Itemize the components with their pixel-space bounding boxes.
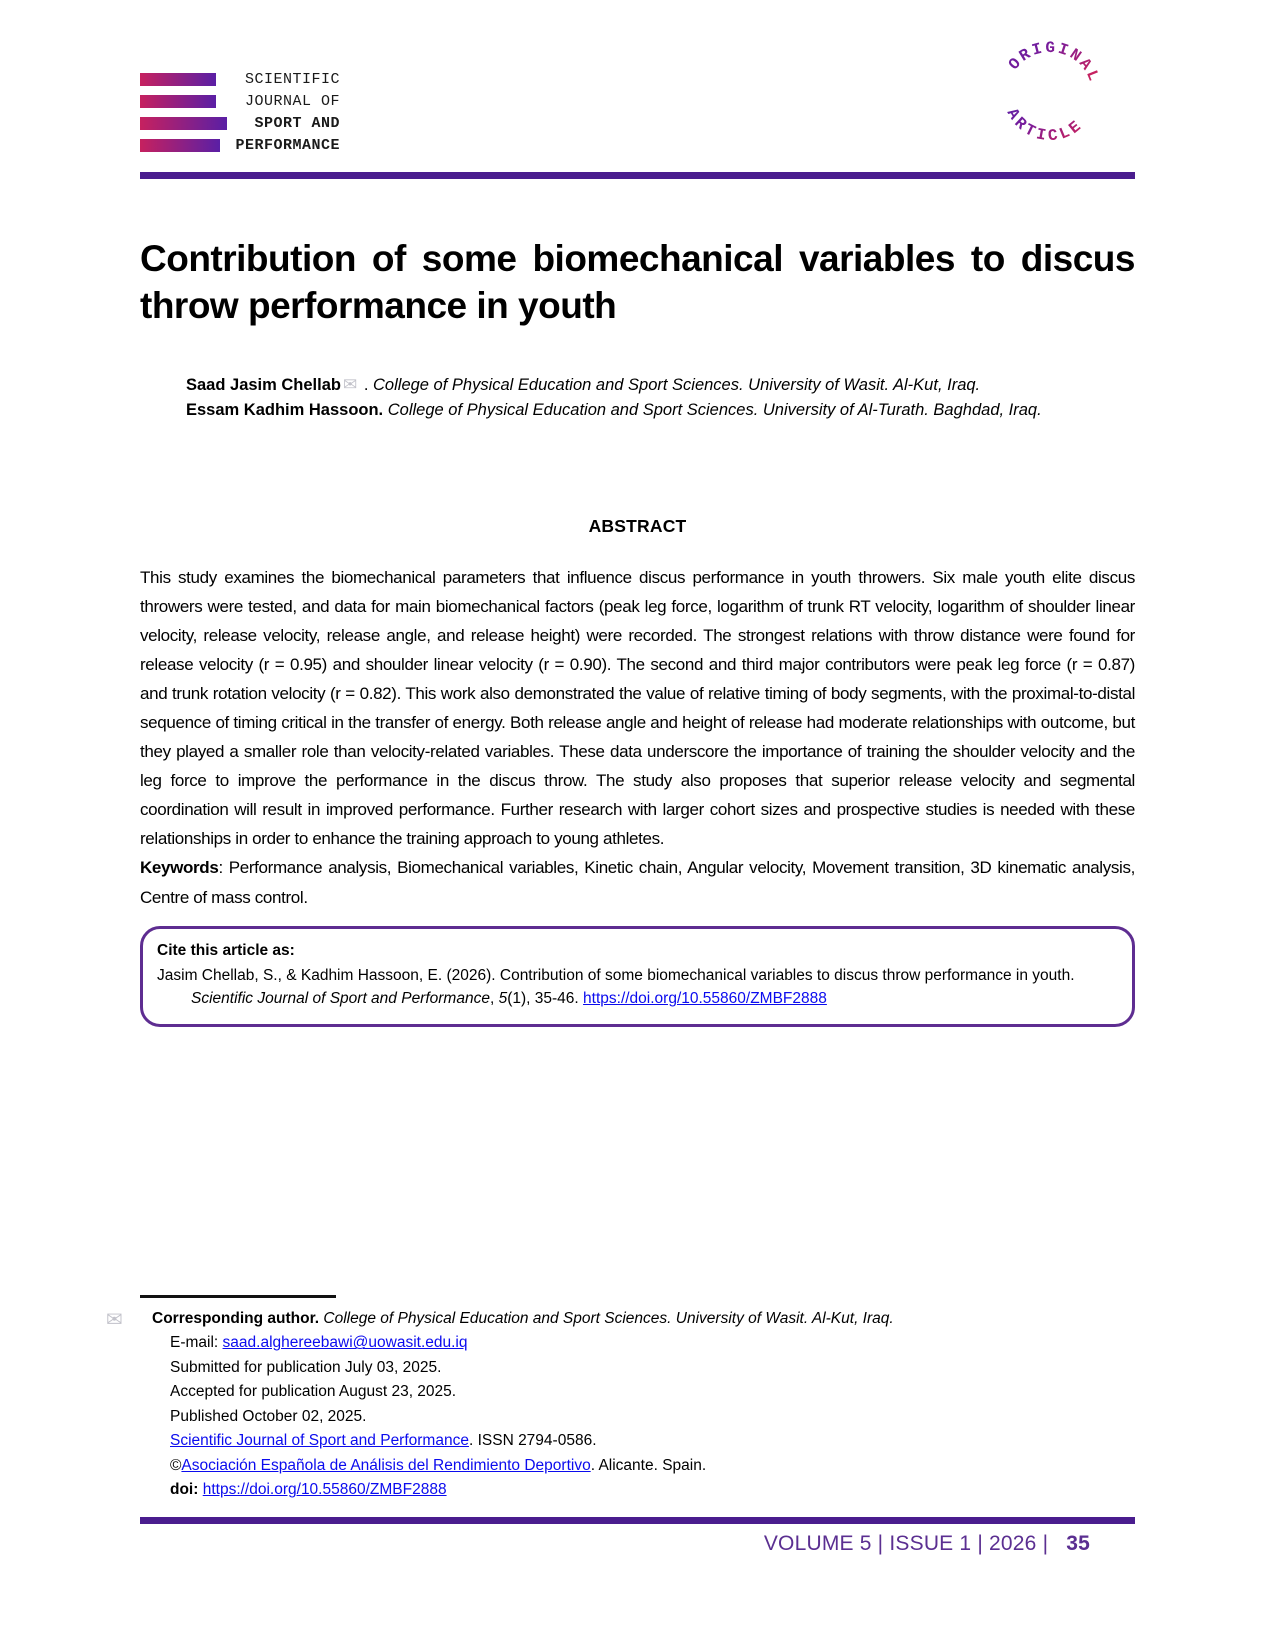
accepted-line: Accepted for publication August 23, 2025. (170, 1383, 457, 1401)
corresponding-author-line (152, 1307, 1135, 1331)
citation-heading: Cite this article as: (157, 941, 295, 959)
journal-logo (140, 48, 340, 160)
submitted-line: Submitted for publication July 03, 2025. (170, 1358, 442, 1376)
keywords-text: : Performance analysis, Biomechanical variables, Kinetic chain, Angular velocity, Movement transition, 3D kinematic analysis, Centre of mass control. (140, 858, 1135, 907)
doi-label: doi: (170, 1481, 203, 1499)
logo-text-line: PERFORMANCE (235, 136, 340, 154)
citation-journal-name: Scientific Journal of Sport and Performance (191, 990, 490, 1008)
journal-link[interactable]: Scientific Journal of Sport and Performance (170, 1432, 469, 1450)
author-name: Saad Jasim Chellab (186, 375, 341, 394)
author-line (186, 372, 1135, 399)
citation-doi-link[interactable]: https://doi.org/10.55860/ZMBF2888 (583, 990, 827, 1008)
svg-text:ARTICLE (999, 103, 1089, 152)
footnote-lines (170, 1331, 1135, 1502)
page-number: 35 (1066, 1532, 1090, 1555)
volume-issue-line (140, 1532, 1135, 1556)
logo-bar (140, 139, 220, 152)
original-article-badge (980, 24, 1119, 163)
page-footer (140, 1517, 1135, 1556)
association-link[interactable]: Asociación Española de Análisis del Rendimiento Deportivo (181, 1456, 591, 1474)
journal-issn-line (170, 1429, 1135, 1453)
logo-text-line: SPORT AND (254, 114, 340, 132)
logo-bar (140, 73, 216, 86)
logo-bar (140, 117, 227, 130)
logo-text-line: SCIENTIFIC (244, 70, 340, 88)
email-label: E-mail: (170, 1334, 223, 1352)
svg-text:ORIGINAL (1003, 31, 1108, 88)
logo-row (140, 72, 340, 86)
envelope-icon: ✉ (106, 1309, 123, 1331)
logo-bar (140, 95, 216, 108)
footnote-separator-rule (140, 1295, 336, 1298)
header-divider-rule (140, 172, 1135, 179)
page-header (140, 0, 1135, 160)
author-affiliation: College of Physical Education and Sport Sciences. University of Wasit. Al-Kut, Iraq. (373, 375, 981, 394)
author-name: Essam Kadhim Hassoon. (186, 401, 384, 420)
logo-row (140, 116, 340, 130)
corresponding-author-label: Corresponding author. (152, 1310, 324, 1327)
author-line (186, 398, 1135, 424)
published-line: Published October 02, 2025. (170, 1407, 367, 1425)
logo-text-line: JOURNAL OF (244, 92, 340, 110)
abstract-body: This study examines the biomechanical parameters that influence discus performance in youth throwers. Six male youth elite discus throwers were tested, and data for main biomechanical factors (peak leg force, logarithm of trunk RT velocity, logarithm of shoulder linear velocity, release velocity, release angle, and release height) were recorded. The strongest relations with throw distance were found for release velocity (r = 0.95) and shoulder linear velocity (r = 0.90). The second and third major contributors were peak leg force (r = 0.87) and trunk rotation velocity (r = 0.82). This work also demonstrated the value of relative timing of body segments, with the proximal-to-distal sequence of timing critical in the transfer of energy. Both release angle and height of release had moderate relationships with outcome, but they played a smaller role than velocity-related variables. These data underscore the importance of training the shoulder velocity and the leg force to improve the performance in the discus throw. The study also proposes that superior release velocity and segmental coordination will result in improved performance. Further research with larger cohort sizes and prospective studies is needed with these relationships in order to enhance the training approach to young athletes. (140, 567, 1135, 849)
author-affiliation: College of Physical Education and Sport Sciences. University of Al-Turath. Baghdad, Iraq. (387, 401, 1042, 420)
author-separator: . (359, 375, 374, 394)
footnote-section (106, 1295, 1135, 1503)
citation-volume: 5 (498, 990, 508, 1008)
author-list (186, 372, 1135, 424)
corresponding-author-affiliation: College of Physical Education and Sport Sciences. University of Wasit. Al-Kut, Iraq. (323, 1310, 894, 1327)
keywords-line (140, 853, 1135, 911)
association-text: . Alicante. Spain. (590, 1456, 707, 1474)
citation-box (140, 926, 1135, 1028)
association-line (170, 1454, 1135, 1478)
citation-issue-pages: (1), 35-46. (507, 990, 584, 1008)
email-link[interactable]: saad.alghereebawi@uowasit.edu.iq (222, 1334, 468, 1352)
badge-top-text: ORIGINAL (1005, 38, 1104, 86)
doi-line (170, 1478, 1135, 1502)
citation-after-journal: , (489, 990, 499, 1008)
citation-text (157, 964, 1116, 1011)
copyright-symbol: © (170, 1456, 182, 1474)
logo-row (140, 138, 340, 152)
email-line (170, 1331, 1135, 1355)
badge-bottom-text: ARTICLE (1002, 105, 1088, 146)
envelope-icon: ✉ (343, 374, 358, 394)
footnote-block (106, 1307, 1135, 1503)
keywords-label: Keywords (140, 858, 219, 878)
issn-text: . ISSN 2794-0586. (468, 1432, 597, 1450)
citation-before-journal: Jasim Chellab, S., & Kadhim Hassoon, E. (2026). Contribution of some biomechanical variables to discus throw performance in youth. (157, 966, 1075, 984)
doi-link[interactable]: https://doi.org/10.55860/ZMBF2888 (202, 1481, 447, 1499)
logo-row (140, 94, 340, 108)
abstract-heading: ABSTRACT (588, 515, 687, 536)
article-title: Contribution of some biomechanical variables to discus throw performance in youth (140, 238, 1135, 327)
footer-divider-rule (140, 1517, 1135, 1524)
volume-issue-text: VOLUME 5 | ISSUE 1 | 2026 | (763, 1532, 1049, 1555)
